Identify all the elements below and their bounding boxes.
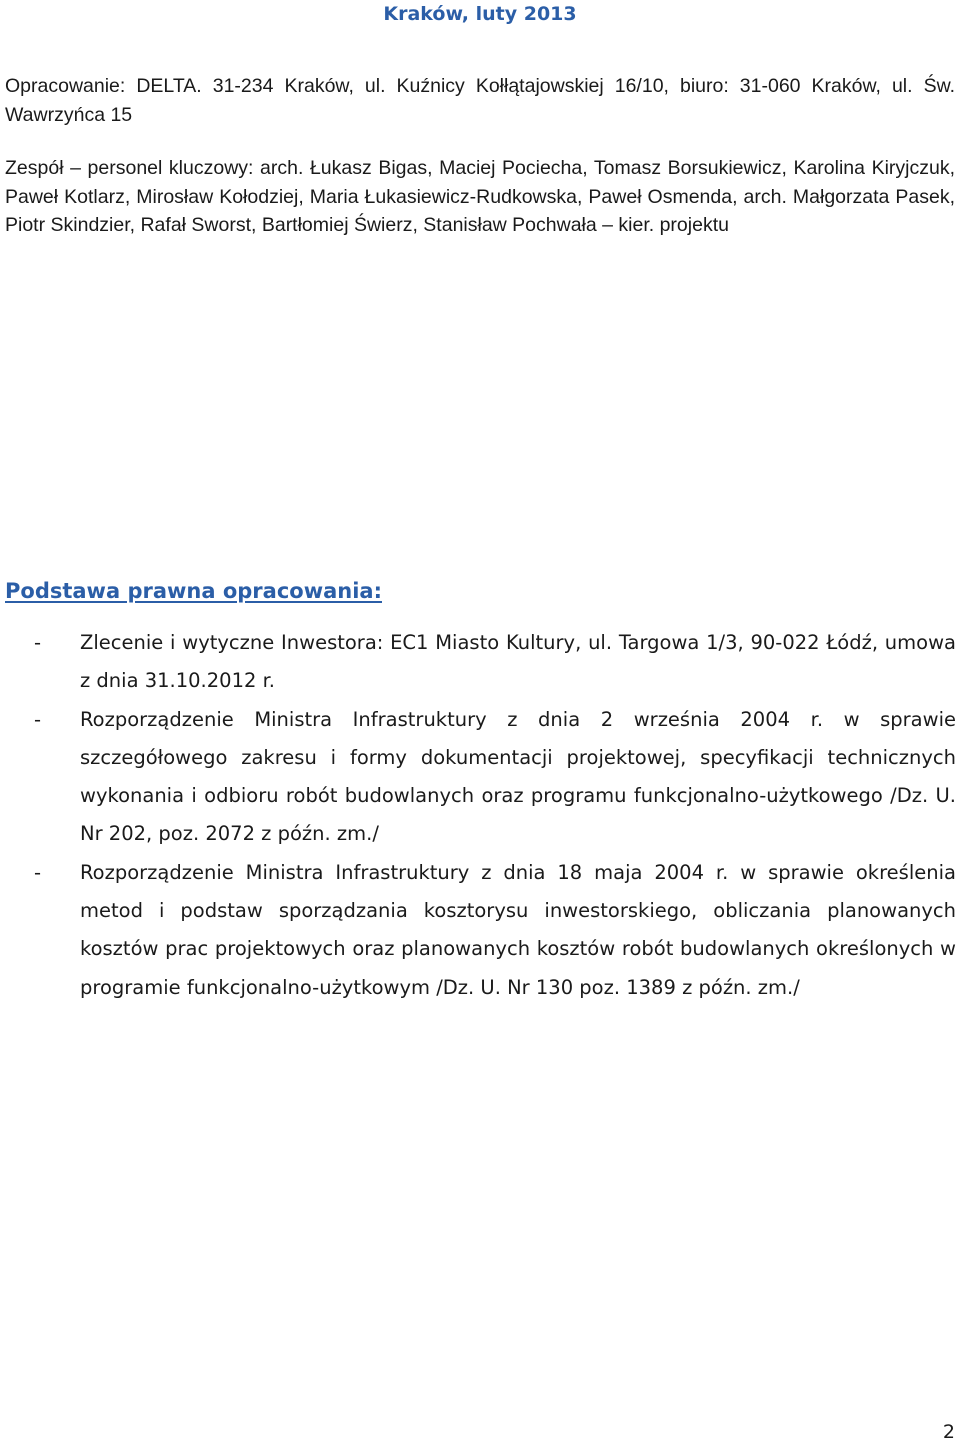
list-bullet: - (34, 631, 42, 654)
legal-basis-list (0, 624, 956, 1007)
list-item-text: Rozporządzenie Ministra Infrastruktury z dnia 18 maja 2004 r. w sprawie określenia metod i podstaw sporządzania kosztorysu inwestorskiego, obliczania planowanych kosztów prac projektowych oraz planowanych kosztów robót budowlanych określonych w programie funkcjonalno-użytkowym /Dz. U. Nr 130 poz. 1389 z późn. zm./ (80, 860, 956, 999)
prepared-by-paragraph: Opracowanie: DELTA. 31-234 Kraków, ul. Kuźnicy Kołłątajowskiej 16/10, biuro: 31-060 Kraków, ul. Św. Wawrzyńca 15 (5, 75, 955, 126)
list-item (0, 701, 956, 854)
page-number: 2 (942, 1421, 955, 1443)
team-paragraph: Zespół – personel kluczowy: arch. Łukasz Bigas, Maciej Pociecha, Tomasz Borsukiewicz, Karolina Kiryjczuk, Paweł Kotlarz, Mirosław Kołodziej, Maria Łukasiewicz-Rudkowska, Paweł Osmenda, arch. Małgorzata Pasek, Piotr Skindzier, Rafał Sworst, Bartłomiej Świerz, Stanisław Pochwała – kier. projektu (5, 157, 955, 236)
list-item-text: Zlecenie i wytyczne Inwestora: EC1 Miasto Kultury, ul. Targowa 1/3, 90-022 Łódź, umowa z dnia 31.10.2012 r. (80, 631, 956, 693)
list-item (0, 854, 956, 1007)
list-item-text: Rozporządzenie Ministra Infrastruktury z dnia 2 września 2004 r. w sprawie szczegółowego zakresu i formy dokumentacji projektowej, specyfikacji technicznych wykonania i odbioru robót budowlanych oraz programu funkcjonalno-użytkowego /Dz. U. Nr 202, poz. 2072 z późn. zm./ (80, 707, 956, 846)
list-item (0, 624, 956, 701)
legal-basis-heading: Podstawa prawna opracowania: (5, 579, 382, 603)
page-header-title: Kraków, luty 2013 (383, 3, 577, 25)
list-bullet: - (34, 860, 42, 884)
list-bullet: - (34, 707, 42, 731)
